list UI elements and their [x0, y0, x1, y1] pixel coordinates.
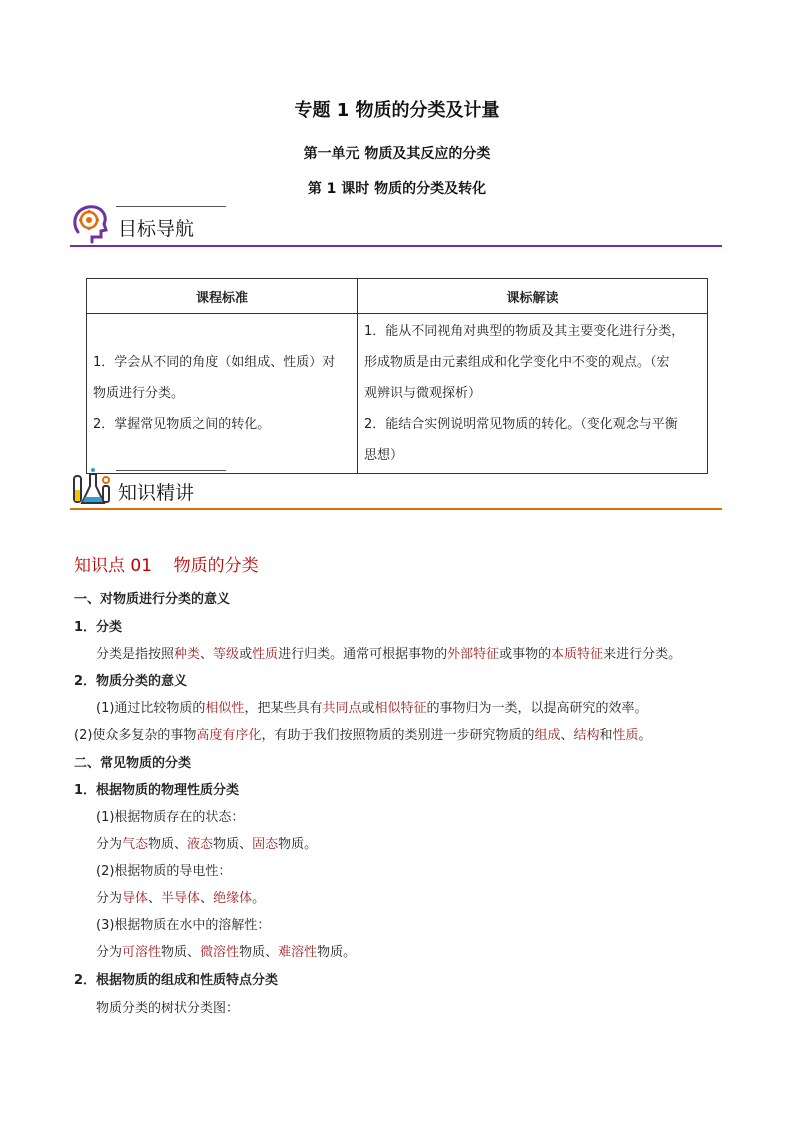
keyword: 组成: [534, 728, 561, 743]
chapter-title: 专题 1 物质的分类及计量: [294, 100, 500, 121]
cell-line: 1．学会从不同的角度（如组成、性质）对: [93, 355, 336, 370]
keyword: 固态: [252, 837, 279, 852]
goal-navigation-header: [70, 200, 722, 248]
keyword: 相似特征: [374, 701, 427, 716]
paragraph-solubility: (3)根据物质在水中的溶解性：: [96, 918, 271, 933]
keyword: 难溶性: [278, 945, 318, 960]
keyword: 微溶性: [200, 945, 240, 960]
keyword: 性质: [252, 647, 279, 662]
header-accent-line: [116, 470, 226, 471]
subheading-physical-properties: 1．根据物质的物理性质分类: [74, 783, 240, 798]
subheading-composition: 2．根据物质的组成和性质特点分类: [74, 973, 279, 988]
cell-line: 2．能结合实例说明常见物质的转化。（变化观念与平衡: [364, 417, 678, 432]
heading-1: 一、对物质进行分类的意义: [74, 592, 231, 607]
keyword: 外部特征: [447, 647, 500, 662]
table-row: [87, 314, 708, 474]
subheading-classification: 1．分类: [74, 620, 123, 635]
keyword: 可溶性: [122, 945, 162, 960]
keyword: 相似性: [205, 701, 245, 716]
cell-line: 1．能从不同视角对典型的物质及其主要变化进行分类，: [364, 324, 685, 339]
paragraph-solubility-values: 分为可溶性物质、微溶性物质、难溶性物质。: [96, 945, 357, 960]
keyword: 液态: [187, 837, 214, 852]
lesson-title: 第 1 课时 物质的分类及转化: [307, 181, 487, 197]
standard-interpretation-cell: [358, 314, 708, 474]
keyword: 本质特征: [551, 647, 604, 662]
cell-line: 物质进行分类。: [93, 386, 185, 401]
keyword: 导体: [122, 891, 149, 906]
keyword: 结构: [573, 728, 600, 743]
knowledge-point-number: 知识点 01: [74, 556, 153, 576]
lab-flask-icon: [70, 466, 112, 508]
keyword: 气态: [122, 837, 149, 852]
paragraph-significance-1: (1)通过比较物质的相似性，把某些具有共同点或相似特征的事物归为一类，以提高研究的效率。: [96, 701, 648, 716]
paragraph-tree-diagram: 物质分类的树状分类图：: [96, 1001, 240, 1016]
keyword: 半导体: [161, 891, 201, 906]
paragraph-state-values: 分为气态物质、液态物质、固态物质。: [96, 837, 318, 852]
paragraph-significance-2: (2)使众多复杂的事物高度有序化，有助于我们按照物质的类别进一步研究物质的组成、结构和性质。: [74, 728, 652, 743]
knowledge-explanation-header: [70, 464, 722, 512]
cell-line: 2．掌握常见物质之间的转化。: [93, 417, 271, 432]
paragraph-conductivity: (2)根据物质的导电性：: [96, 864, 232, 879]
cell-line: 思想）: [364, 448, 404, 463]
paragraph-conductivity-values: 分为导体、半导体、绝缘体。: [96, 891, 266, 906]
column-header: 课程标准: [87, 279, 358, 314]
course-standard-cell: [87, 314, 358, 474]
paragraph-classification-definition: 分类是指按照种类、等级或性质进行归类。通常可根据事物的外部特征或事物的本质特征来进行分类。: [96, 647, 682, 662]
knowledge-point-title: [74, 551, 259, 576]
header-accent-line: [116, 206, 226, 207]
table-header-row: [87, 279, 708, 314]
section-label: 目标导航: [118, 218, 195, 240]
cell-line: 形成物质是由元素组成和化学变化中不变的观点。（宏: [364, 355, 670, 370]
standards-table: [86, 278, 708, 474]
brain-gear-icon: [70, 202, 112, 244]
section-divider: [70, 245, 722, 247]
subheading-significance: 2．物质分类的意义: [74, 674, 188, 689]
keyword: 等级: [213, 647, 240, 662]
section-divider: [70, 508, 722, 510]
keyword: 高度有序化: [196, 728, 262, 743]
cell-line: 观辨识与微观探析）: [364, 386, 482, 401]
keyword: 性质: [612, 728, 639, 743]
paragraph-state: (1)根据物质存在的状态：: [96, 810, 245, 825]
knowledge-point-name: 物质的分类: [173, 556, 259, 576]
keyword: 绝缘体: [213, 891, 253, 906]
unit-title: 第一单元 物质及其反应的分类: [303, 146, 491, 162]
keyword: 种类: [174, 647, 201, 662]
keyword: 共同点: [322, 701, 362, 716]
section-label: 知识精讲: [118, 482, 195, 504]
heading-2: 二、常见物质的分类: [74, 756, 192, 771]
column-header: 课标解读: [358, 279, 708, 314]
